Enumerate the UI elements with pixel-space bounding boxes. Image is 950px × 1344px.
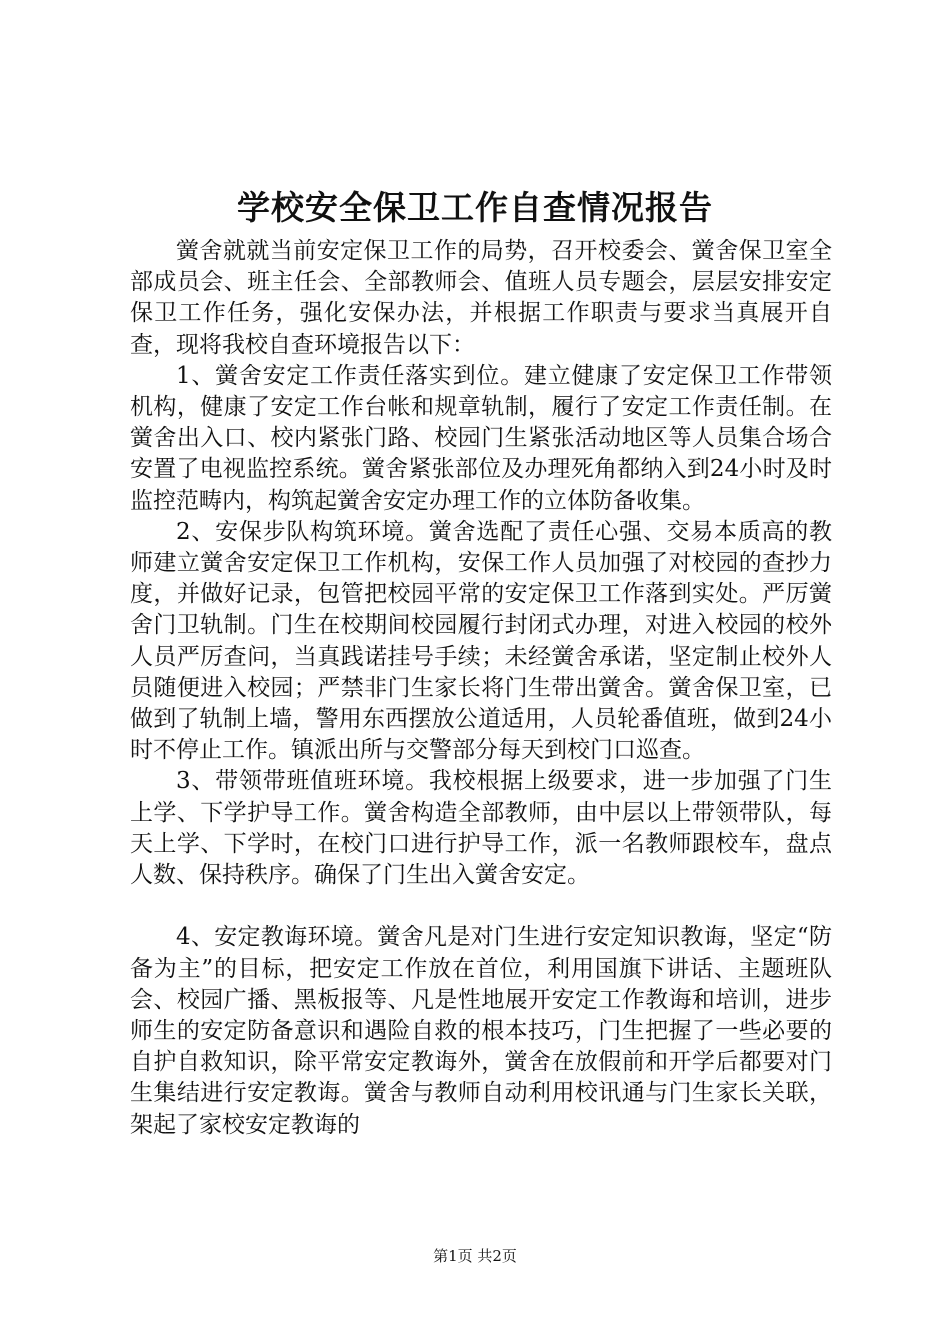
document-title: 学校安全保卫工作自查情况报告 <box>237 188 713 227</box>
paragraph-item-2: 2、安保步队构筑环境。黉舍选配了责任心强、交易本质高的教师建立黉舍安定保卫工作机构，安保工作人员加强了对校园的查抄力度，并做好记录，包管把校园平常的安定保卫工作落到实处。严厉黉舍门卫轨制。门生在校期间校园履行封闭式办理，对进入校园的校外人员严厉查问，当真践诺挂号手续；未经黉舍承诺，坚定制止校外人员随便进入校园；严禁非门生家长将门生带出黉舍。黉舍保卫室，已做到了轨制上墙，警用东西摆放公道适用，人员轮番值班，做到24小时不停止工作。镇派出所与交警部分每天到校门口巡查。 <box>130 518 832 764</box>
paragraph-item-3: 3、带领带班值班环境。我校根据上级要求，进一步加强了门生上学、下学护导工作。黉舍构造全部教师，由中层以上带领带队，每天上学、下学时，在校门口进行护导工作，派一名教师跟校车，盘点人数、保持秩序。确保了门生出入黉舍安定。 <box>130 768 832 889</box>
paragraph-item-4: 4、安定教诲环境。黉舍凡是对门生进行安定知识教诲，坚定“防备为主”的目标，把安定工作放在首位，利用国旗下讲话、主题班队会、校园广播、黑板报等、凡是性地展开安定工作教诲和培训，进步师生的安定防备意识和遇险自救的根本技巧，门生把握了一些必要的自护自救知识，除平常安定教诲外，黉舍在放假前和开学后都要对门生集结进行安定教诲。黉舍与教师自动利用校讯通与门生家长关联，架起了家校安定教诲的 <box>130 924 832 1138</box>
document-body <box>130 236 832 1141</box>
paragraph-item-1: 1、黉舍安定工作责任落实到位。建立健康了安定保卫工作带领机构，健康了安定工作台帐和规章轨制，履行了安定工作责任制。在黉舍出入口、校内紧张门路、校园门生紧张活动地区等人员集合场合安置了电视监控系统。黉舍紧张部位及办理死角都纳入到24小时及时监控范畴内，构筑起黉舍安定办理工作的立体防备收集。 <box>130 362 832 514</box>
paragraph-intro: 黉舍就就当前安定保卫工作的局势，召开校委会、黉舍保卫室全部成员会、班主任会、全部教师会、值班人员专题会，层层安排安定保卫工作任务，强化安保办法，并根据工作职责与要求当真展开自查，现将我校自查环境报告以下： <box>130 238 832 358</box>
page-footer: 第1页 共2页 <box>433 1247 517 1265</box>
